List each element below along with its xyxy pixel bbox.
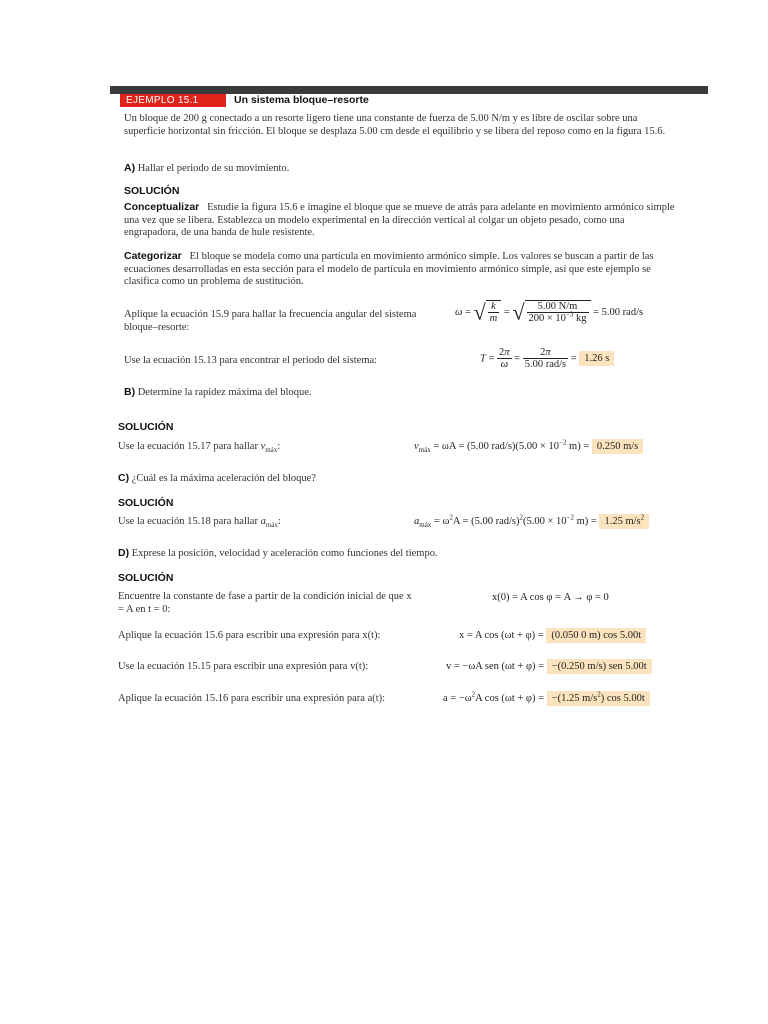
part-d-question bbox=[118, 547, 438, 561]
a-answer: −(1.25 $m/s^2$) cos 5.00t bbox=[547, 691, 650, 706]
solution-heading-d: SOLUCIÓN bbox=[118, 572, 174, 584]
step-phase-text: Encuentre la constante de fase a partir de la condición inicial de que x = A en t = 0: bbox=[118, 591, 412, 615]
v-equation: v = −ωA sen (ωt + φ) = −(0.250 m/s) sen 5.00t bbox=[446, 661, 652, 673]
example-title: Un sistema bloque–resorte bbox=[234, 94, 369, 106]
part-b-tag: B) bbox=[124, 386, 136, 398]
phase-equation: x(0) = A cos φ = A → φ = 0 bbox=[492, 592, 609, 603]
step-omega-text: Aplique la ecuación 15.9 para hallar la frecuencia angular del sistema bloque–resorte: bbox=[124, 309, 417, 333]
step-x-text: Aplique la ecuación 15.6 para escribir una expresión para x(t): bbox=[118, 630, 381, 641]
categorizar-paragraph bbox=[124, 250, 678, 289]
step-amax-text: Use la ecuación 15.18 para hallar $a_{máx}$: bbox=[118, 516, 281, 530]
v-answer: −(0.250 m/s) sen 5.00t bbox=[547, 659, 652, 674]
omega-denominator-exp: −3 bbox=[565, 310, 574, 319]
amax-answer: 1.25 $m/s^2$ bbox=[599, 514, 649, 529]
part-a-question bbox=[124, 162, 289, 176]
problem-statement: Un bloque de 200 g conectado a un resorte ligero tiene una constante de fuerza de 5.00 N/m y es libre de oscilar sobre una superficie horizontal sin fricción. El bloque se desplaza 5.00 cm desde el equilibrio y se libera del reposo como en la figura 15.6. bbox=[124, 113, 666, 137]
amax-equation: $a_{máx} = \omega^2A = (5.00$ $rad/s)^2(5.00 \times 10^{-2}$ m) = 1.25 $m/s^2$ bbox=[414, 516, 649, 528]
part-c-tag: C) bbox=[118, 472, 130, 484]
step-period-text: Use la ecuación 15.13 para encontrar el periodo del sistema: bbox=[124, 355, 378, 366]
part-c-text: ¿Cuál es la máxima aceleración del bloque? bbox=[131, 473, 316, 484]
omega-denominator: 200 × 10 bbox=[528, 313, 566, 324]
period-equation: T = $\frac{2\pi}{\omega}$ = $\frac{2\pi}{\text{5.00 rad/s}}$ = 1.26 s bbox=[480, 347, 614, 371]
a-equation: $a = -\omega^2A$ cos (ωt + φ) = −(1.25 $m/s^2$) cos 5.00t bbox=[443, 693, 650, 705]
categorizar-text: El bloque se modela como una partícula en movimiento armónico simple. Los valores se buscan a partir de las ecuaciones desarrolladas en esta sección para el modelo de partícula en movimiento armónico simple, así que este ejemplo se clasifica como un problema de sustitución. bbox=[124, 251, 654, 287]
period-denominator: 5.00 rad/s bbox=[524, 359, 567, 370]
conceptualizar-text: Estudie la figura 15.6 e imagine el bloque que se mueve de atrás para adelante en movimiento armónico simple una vez que se libera. Establezca un modelo experimental en la dirección vertical al colgar un objeto pesado, como una engrapadora, de una banda de hule resistente. bbox=[124, 202, 675, 238]
example-header bbox=[120, 94, 369, 107]
step-v-text: Use la ecuación 15.15 para escribir una expresión para v(t): bbox=[118, 661, 369, 672]
period-answer: 1.26 s bbox=[579, 351, 614, 366]
x-equation: x = A cos (ωt + φ) = (0.050 0 m) cos 5.00t bbox=[459, 630, 646, 642]
conceptualizar-tag: Conceptualizar bbox=[124, 201, 200, 213]
x-answer: (0.050 0 m) cos 5.00t bbox=[546, 628, 646, 643]
omega-result: = 5.00 rad/s bbox=[593, 306, 644, 318]
part-b-text: Determine la rapidez máxima del bloque. bbox=[137, 387, 312, 398]
part-d-text: Exprese la posición, velocidad y aceleración como funciones del tiempo. bbox=[131, 548, 438, 559]
top-rule bbox=[110, 86, 708, 94]
step-a-text: Aplique la ecuación 15.16 para escribir una expresión para a(t): bbox=[118, 693, 386, 704]
part-b-question bbox=[124, 386, 311, 400]
example-label: EJEMPLO 15.1 bbox=[120, 94, 226, 107]
vmax-equation: $v_{máx} = \omega A = (5.00$ $rad/s)(5.00 \times 10^{-2}$ m) = 0.250 m/s bbox=[414, 441, 643, 453]
conceptualizar-paragraph bbox=[124, 201, 678, 240]
omega-numerator: 5.00 N/m bbox=[527, 301, 589, 313]
part-d-tag: D) bbox=[118, 547, 130, 559]
step-vmax-text: Use la ecuación 15.17 para hallar $v_{máx}$: bbox=[118, 441, 281, 455]
categorizar-tag: Categorizar bbox=[124, 250, 182, 262]
solution-heading: SOLUCIÓN bbox=[124, 185, 180, 197]
part-a-tag: A) bbox=[124, 162, 136, 174]
omega-denominator-unit: kg bbox=[573, 313, 587, 324]
solution-heading-b: SOLUCIÓN bbox=[118, 421, 174, 433]
solution-heading-c: SOLUCIÓN bbox=[118, 497, 174, 509]
part-a-text: Hallar el periodo de su movimiento. bbox=[137, 163, 290, 174]
part-c-question bbox=[118, 472, 316, 486]
omega-equation: ω = √ $\frac{k}{m}$ = √ $\frac{5.00 N/m}{200 \times 10^{-3} kg}$ = 5.00 rad/s bbox=[455, 299, 644, 325]
vmax-answer: 0.250 m/s bbox=[592, 439, 643, 454]
